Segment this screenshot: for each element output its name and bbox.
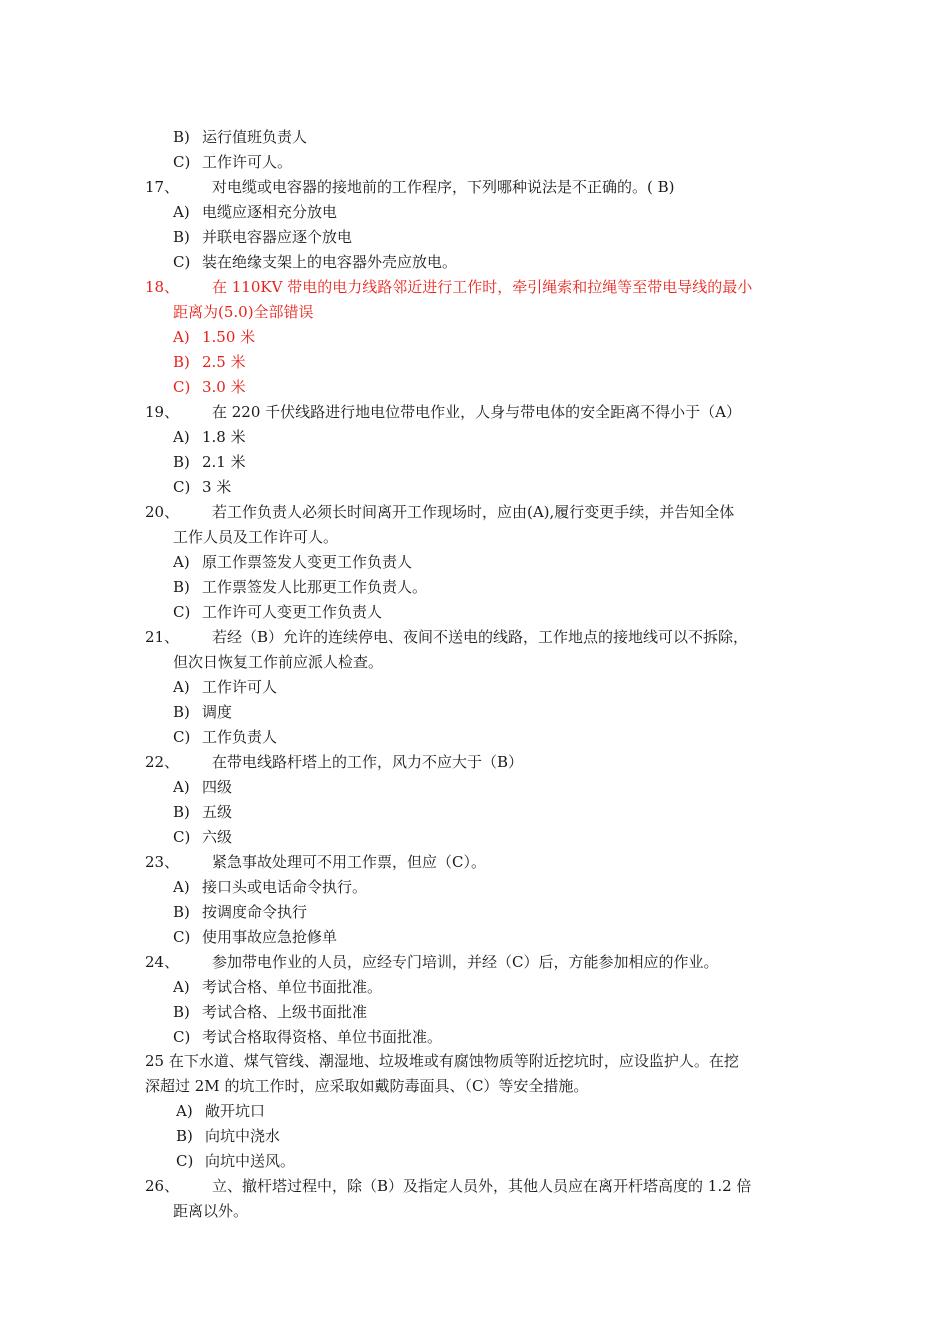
question-text: 若工作负责人必须长时间离开工作现场时，应由(A),履行变更手续，并告知全体 [212,503,735,521]
option-text: 四级 [202,778,233,796]
option-letter: C) [173,1028,191,1046]
question-text: 25 在下水道、煤气管线、潮湿地、垃圾堆或有腐蚀物质等附近挖坑时，应设监护人。在挖 [145,1052,739,1070]
option-text: 工作许可人 [202,678,278,696]
option-text: 向坑中浇水 [205,1127,281,1145]
option-text: 3.0 米 [202,378,246,396]
option-letter: A) [173,778,190,796]
option-letter: C) [173,153,191,171]
question-text: 紧急事故处理可不用工作票，但应（C）。 [212,853,486,871]
option-text: 考试合格取得资格、单位书面批准。 [202,1028,443,1046]
option-letter: A) [173,328,190,346]
option-text: 考试合格、上级书面批准 [202,1003,368,1021]
option-text: 六级 [202,828,233,846]
option-text: 使用事故应急抢修单 [202,928,338,946]
question-continuation [173,526,338,548]
option-letter: A) [173,553,190,571]
option-letter: A) [173,978,190,996]
option-letter: B) [173,578,190,596]
question-continuation [173,651,383,673]
question-continuation [145,1075,588,1097]
option-text: 并联电容器应逐个放电 [202,228,353,246]
option-text: 1.50 米 [202,328,256,346]
question-text: 对电缆或电容器的接地前的工作程序，下列哪种说法是不正确的。( B) [212,178,675,196]
option-letter: C) [173,603,191,621]
option-letter: A) [176,1102,193,1120]
option-letter: A) [173,878,190,896]
option-letter: C) [173,478,191,496]
option-text: 接口头或电话命令执行。 [202,878,368,896]
question-number: 19、 [145,403,180,421]
question-25 [145,1050,739,1072]
option-text: 调度 [202,703,233,721]
option-text: 工作票签发人比那更工作负责人。 [202,578,428,596]
option-letter: C) [176,1152,194,1170]
question-number: 18、 [145,278,180,296]
option-letter: A) [173,203,190,221]
option-text: 敞开坑口 [205,1102,266,1120]
question-number: 26、 [145,1177,180,1195]
option-letter: B) [173,228,190,246]
option-text: 按调度命令执行 [202,903,308,921]
option-letter: C) [173,928,191,946]
question-text: 在 110KV 带电的电力线路邻近进行工作时，牵引绳索和拉绳等至带电导线的最小 [212,278,753,296]
option-letter: A) [173,428,190,446]
option-text: 工作许可人变更工作负责人 [202,603,383,621]
option-text: 运行值班负责人 [202,128,308,146]
option-letter: C) [173,378,191,396]
question-number: 20、 [145,503,180,521]
option-letter: A) [173,678,190,696]
question-text: 立、撤杆塔过程中，除（B）及指定人员外，其他人员应在离开杆塔高度的 1.2 倍 [212,1177,752,1195]
option-letter: B) [173,903,190,921]
question-text-cont: 深超过 2M 的坑工作时，应采取如戴防毒面具、（C）等安全措施。 [145,1077,589,1095]
option-text: 工作许可人。 [202,153,293,171]
option-letter: B) [173,128,190,146]
question-text: 参加带电作业的人员，应经专门培训，并经（C）后，方能参加相应的作业。 [212,953,719,971]
question-continuation [173,301,314,323]
question-text-cont: 但次日恢复工作前应派人检查。 [173,653,384,671]
option-text: 电缆应逐相充分放电 [202,203,338,221]
option-text: 工作负责人 [202,728,278,746]
question-text-cont: 工作人员及工作许可人。 [173,528,339,546]
option-text: 2.1 米 [202,453,246,471]
option-letter: C) [173,828,191,846]
option-letter: B) [173,353,190,371]
option-text: 原工作票签发人变更工作负责人 [202,553,413,571]
question-number: 23、 [145,853,180,871]
option-letter: B) [176,1127,193,1145]
option-letter: B) [173,453,190,471]
question-text: 若经（B）允许的连续停电、夜间不送电的线路，工作地点的接地线可以不拆除， [212,628,749,646]
option-letter: B) [173,1003,190,1021]
option-letter: C) [173,728,191,746]
question-number: 24、 [145,953,180,971]
question-text: 在 220 千伏线路进行地电位带电作业，人身与带电体的安全距离不得小于（A） [212,403,742,421]
option-text: 2.5 米 [202,353,246,371]
option-text: 3 米 [202,478,232,496]
question-continuation [173,1200,248,1222]
question-number: 21、 [145,628,180,646]
option-text: 装在绝缘支架上的电容器外壳应放电。 [202,253,458,271]
question-number: 22、 [145,753,180,771]
option-text: 1.8 米 [202,428,246,446]
option-text: 向坑中送风。 [205,1152,296,1170]
option-letter: C) [173,253,191,271]
option-letter: B) [173,803,190,821]
option-letter: B) [173,703,190,721]
question-text-cont: 距离以外。 [173,1202,249,1220]
option-text: 五级 [202,803,233,821]
option-text: 考试合格、单位书面批准。 [202,978,383,996]
question-text-cont: 距离为(5.0)全部错误 [173,303,314,321]
question-text: 在带电线路杆塔上的工作，风力不应大于（B） [212,753,524,771]
question-number: 17、 [145,178,180,196]
